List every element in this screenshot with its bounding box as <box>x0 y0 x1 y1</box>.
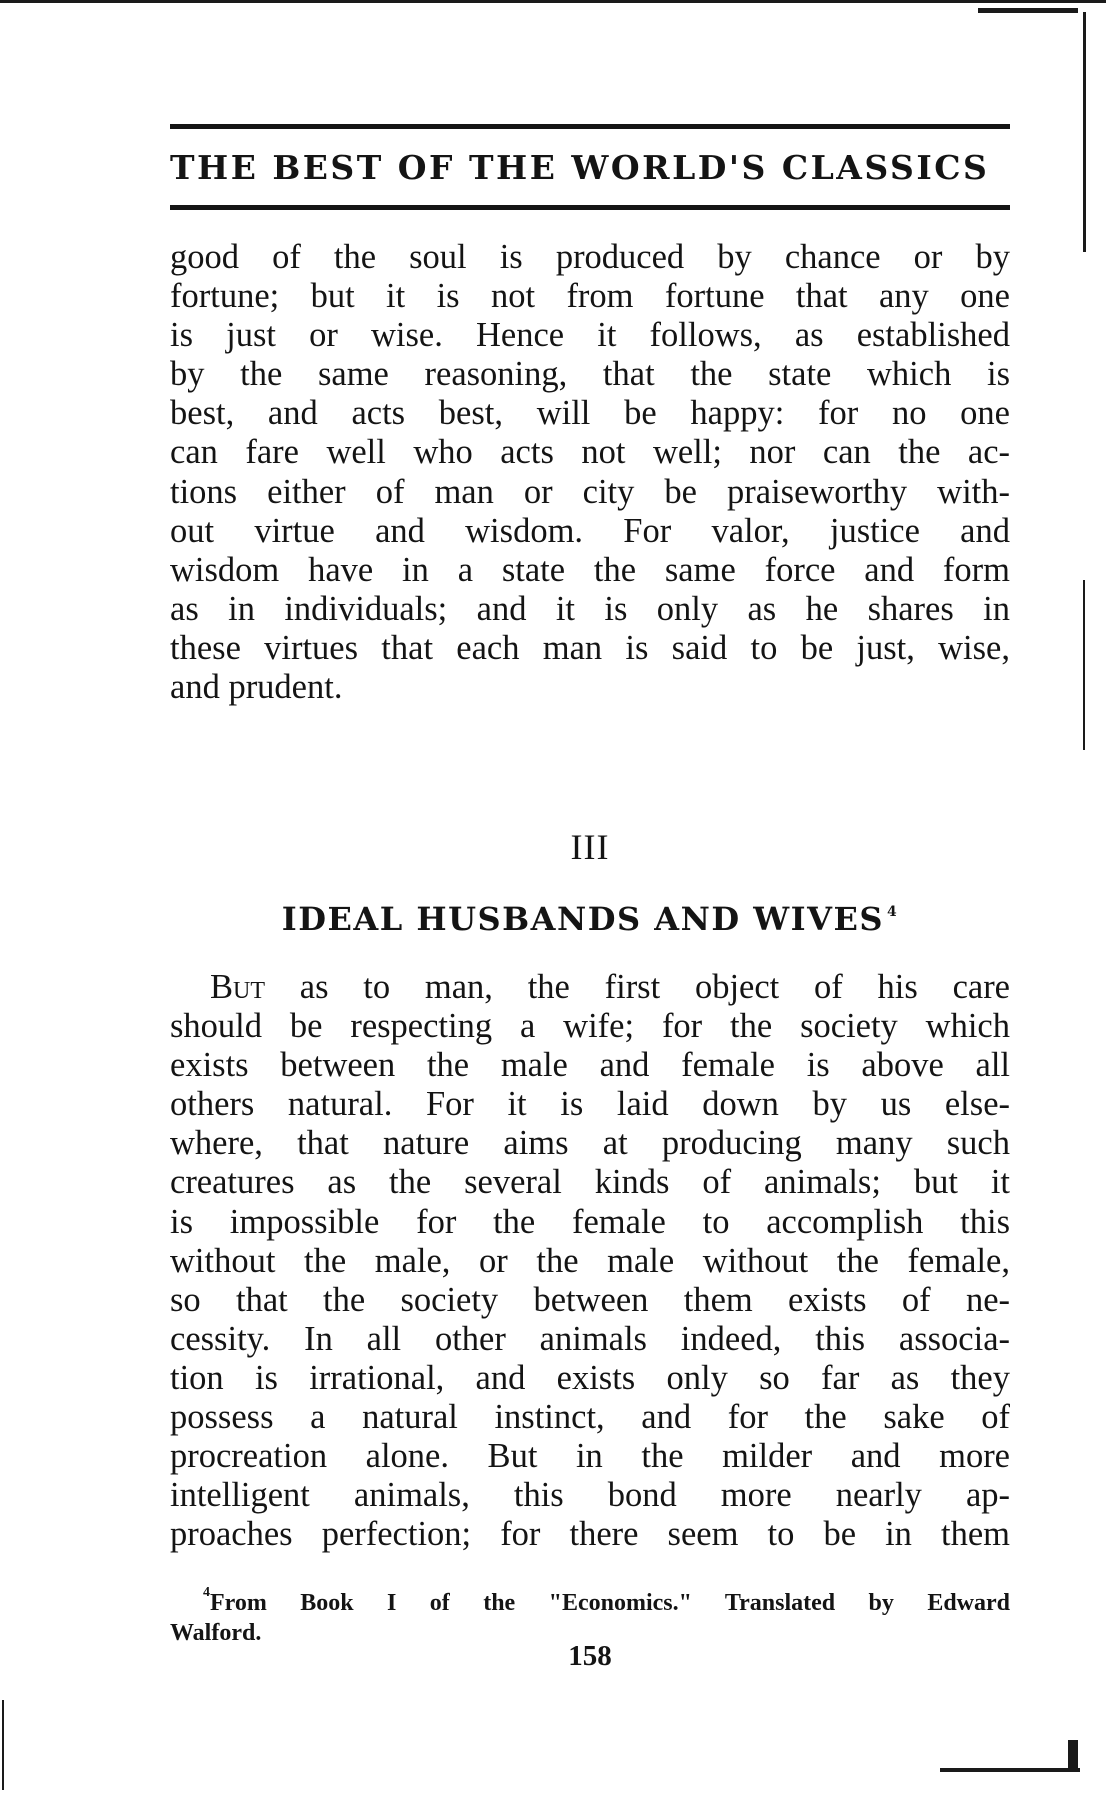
scan-edge-top <box>0 0 1106 3</box>
text-line: exists between the male and female is above all <box>170 1046 1010 1085</box>
scan-edge-left-bottom <box>2 1700 4 1790</box>
chapter-paragraph <box>170 968 1010 1554</box>
chapter-numeral: III <box>570 827 610 867</box>
text-line: is impossible for the female to accomplish this <box>170 1202 1010 1241</box>
first-line-rest: as to man, the first object of his care <box>265 968 1010 1006</box>
chapter-title <box>170 900 1010 938</box>
text-line: is just or wise. Hence it follows, as established <box>170 316 1010 355</box>
scan-edge-right <box>1083 12 1086 252</box>
text-line: so that the society between them exists of ne- <box>170 1280 1010 1319</box>
running-head: THE BEST OF THE WORLD'S CLASSICS <box>170 148 990 187</box>
text-line: tion is irrational, and exists only so far as they <box>170 1358 1010 1397</box>
footnote-line <box>170 1578 1010 1618</box>
head-rule-bottom <box>170 205 1010 210</box>
text-line: procreation alone. But in the milder and more <box>170 1437 1010 1476</box>
text-line: intelligent animals, this bond more nearly ap- <box>170 1476 1010 1515</box>
footnote-line: Walford. <box>170 1620 262 1646</box>
text-line: without the male, or the male without the female, <box>170 1241 1010 1280</box>
scan-edge-right-mid <box>1083 580 1085 750</box>
text-line: should be respecting a wife; for the society which <box>170 1007 1010 1046</box>
footnote-marker: 4 <box>203 1585 210 1600</box>
text-line: others natural. For it is laid down by us else- <box>170 1085 1010 1124</box>
text-line: wisdom have in a state the same force and form <box>170 550 1010 589</box>
scan-edge-right-top <box>978 8 1078 13</box>
text-line: as in individuals; and it is only as he shares in <box>170 589 1010 628</box>
text-line: proaches perfection; for there seem to be in them <box>170 1515 1010 1554</box>
text-line: can fare well who acts not well; nor can the ac- <box>170 433 1010 472</box>
page-number: 158 <box>568 1640 612 1672</box>
text-line: best, and acts best, will be happy: for no one <box>170 394 1010 433</box>
drop-word: But <box>210 968 266 1006</box>
text-line: tions either of man or city be praiseworthy with- <box>170 472 1010 511</box>
scan-edge-bottom-right <box>940 1768 1080 1772</box>
paragraph-continued <box>170 238 1010 707</box>
chapter-title-text: IDEAL HUSBANDS AND WIVES <box>281 900 884 938</box>
text-line: by the same reasoning, that the state which is <box>170 355 1010 394</box>
text-line: and prudent. <box>170 668 343 707</box>
text-line: possess a natural instinct, and for the sake of <box>170 1398 1010 1437</box>
footnote-reference: 4 <box>886 904 899 920</box>
text-line: good of the soul is produced by chance or by <box>170 238 1010 276</box>
scan-edge-bottom-corner <box>1068 1740 1078 1772</box>
text-line: out virtue and wisdom. For valor, justice and <box>170 511 1010 550</box>
text-line: creatures as the several kinds of animals; but it <box>170 1163 1010 1202</box>
text-line: fortune; but it is not from fortune that any one <box>170 277 1010 316</box>
footnote <box>170 1578 1010 1648</box>
text-line: where, that nature aims at producing many such <box>170 1124 1010 1163</box>
text-line <box>170 968 1010 1007</box>
text-line: cessity. In all other animals indeed, this associa- <box>170 1319 1010 1358</box>
head-rule-top <box>170 124 1010 129</box>
footnote-text: From Book I of the "Economics." Translated by Edward <box>210 1590 1010 1616</box>
text-line: these virtues that each man is said to be just, wise, <box>170 628 1010 667</box>
